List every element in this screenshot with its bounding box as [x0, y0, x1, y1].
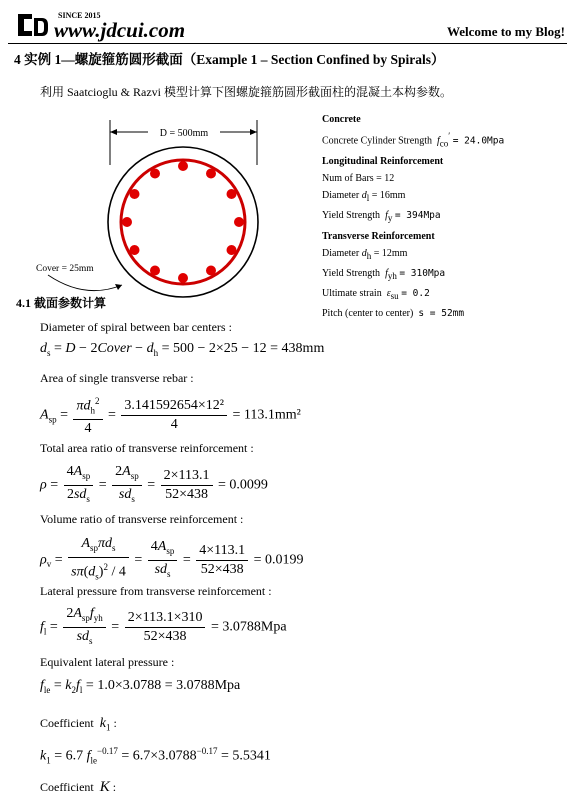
- label-volume-ratio: Volume ratio of transverse reinforcement :: [40, 512, 244, 526]
- label-coefficient-K: Coefficient K :: [40, 779, 117, 795]
- rebar-2: [206, 169, 216, 179]
- label-spiral-diameter: Diameter of spiral between bar centers :: [40, 320, 232, 334]
- hoop-diameter-row: Diameter $d_h = 12mm$: [322, 247, 408, 261]
- concrete-heading: Concrete: [322, 114, 361, 125]
- label-area-ratio: Total area ratio of transverse reinforcement :: [40, 441, 254, 455]
- num-bars-row: Num of Bars = 12: [322, 172, 395, 184]
- fco-row: Concrete Cylinder Strength $f_{co}' = 24.0Mpa$: [322, 131, 505, 149]
- welcome-text: Welcome to my Blog!: [446, 24, 565, 39]
- properties-panel: [322, 111, 572, 323]
- eq-equiv-pressure: $f_{le} = k_2f_l = 1.0\times 3.0788 = 3.0788Mpa$: [40, 678, 241, 695]
- rebar-11: [130, 189, 140, 199]
- rebar-8: [150, 266, 160, 276]
- eq-rebar-area: $A_{sp}$ = $\frac{\pi d_h^2}{4}$ = $\frac{\text{3.141592654×12²}}{4}$ = 113.1mm²: [40, 392, 301, 438]
- label-lateral-pressure: Lateral pressure from transverse reinforcement :: [40, 584, 272, 598]
- section-title: 4 实例 1—螺旋箍筋圆形截面（Example 1 – Section Confined by Spirals）: [14, 52, 445, 67]
- cover-label: Cover = 25mm: [36, 264, 94, 274]
- eq-area-ratio: ρ = $\frac{4A_{sp}}{2sd_s}$ = $\frac{2A_{sp}}{sd_s}$ = $\frac{2\times 113.1}{52\times 438}$ = 0.0099: [40, 464, 268, 504]
- subsection-title: 4.1 截面参数计算: [16, 296, 107, 310]
- rebar-6: [206, 266, 216, 276]
- rebar-10: [122, 217, 132, 227]
- logo-glyph-icon-2: [34, 18, 48, 36]
- label-rebar-area: Area of single transverse rebar :: [40, 371, 194, 385]
- logo-text: www.jdcui.com: [54, 18, 186, 42]
- pitch-row: Pitch (center to center) s = 52mm: [322, 308, 465, 320]
- intro-text: 利用 Saatcioglu & Razvi 模型计算下图螺旋箍筋圆形截面柱的混凝土本构参数。: [40, 85, 452, 99]
- bar-diameter-row: Diameter $d_l = 16mm$: [322, 190, 406, 204]
- label-coefficient-k1: Coefficient $k_1$ :: [40, 716, 117, 733]
- label-equiv-pressure: Equivalent lateral pressure :: [40, 655, 175, 669]
- spiral-hoop: [121, 160, 245, 284]
- diameter-label: D = 500mm: [159, 128, 209, 139]
- section-figure: [30, 115, 320, 305]
- ult-strain-row: Ultimate strain $\varepsilon_{su} = 0.2$: [322, 288, 430, 302]
- logo-since: SINCE 2015: [58, 11, 101, 20]
- bar-yield-row: Yield Strength $f_y = 394Mpa$: [322, 210, 441, 224]
- rebar-1: [178, 161, 188, 171]
- cover-arrow: [48, 275, 122, 291]
- trans-heading: Transverse Reinforcement: [322, 230, 435, 242]
- rebar-12: [150, 169, 160, 179]
- eq-spiral-diameter: $d_s = D$ − 2Cover − $d_h = 500 - 2\times 25 - 12 = 438mm$: [40, 341, 325, 358]
- rebar-7: [178, 273, 188, 283]
- eq-volume-ratio: $\rho_v$ = $\frac{A_{sp}\pi d_s}{s\pi(d_s)^2 / 4}$ = $\frac{4A_{sp}}{sd_s}$ = $\frac{4\times 113.1}{52\times 438}$ = 0.0199: [40, 536, 304, 582]
- logo-glyph-icon: [18, 14, 32, 36]
- eq-lateral-pressure: $f_l$ = $\frac{2A_{sp}f_{yh}}{sd_s}$ = $\frac{2\times 113.1\times 310}{52\times 438}$ = 3.0788Mpa: [40, 606, 287, 646]
- rebar-9: [130, 245, 140, 255]
- eq-coefficient-k1: $k_1 = 6.7$ $f_{le}^{-0.17} = 6.7\times 3.0788^{-0.17} = 5.5341$: [40, 746, 271, 766]
- site-logo[interactable]: [14, 6, 204, 42]
- rebar-4: [234, 217, 244, 227]
- rebar-3: [227, 189, 237, 199]
- hoop-yield-row: Yield Strength $f_{yh} = 310Mpa$: [322, 267, 446, 281]
- rebar-5: [227, 245, 237, 255]
- header-divider: [8, 43, 567, 44]
- long-heading: Longitudinal Reinforcement: [322, 155, 444, 167]
